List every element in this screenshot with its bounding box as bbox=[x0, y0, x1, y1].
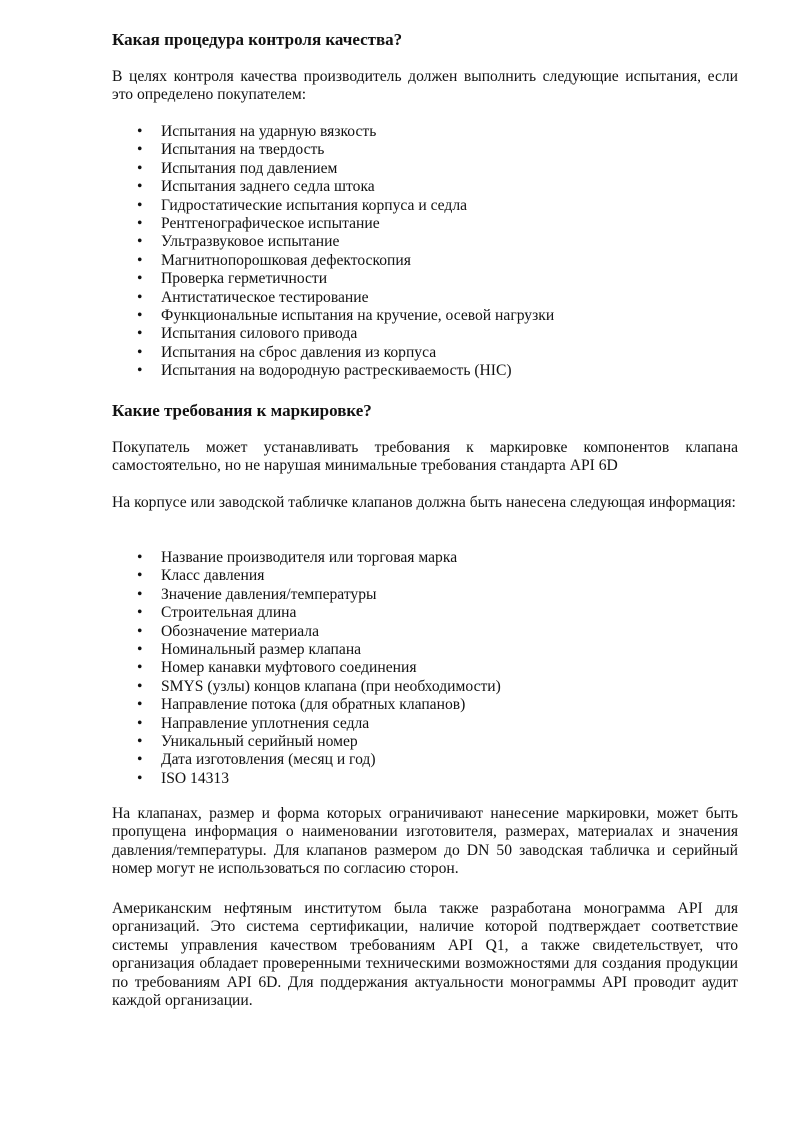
quality-intro: В целях контроля качества производитель должен выполнить следующие испытания, если это определено покупателем: bbox=[112, 68, 738, 104]
list-item: • Гидростатические испытания корпуса и седла bbox=[137, 196, 468, 214]
quality-tests-list bbox=[112, 123, 738, 381]
bullet-icon: • bbox=[137, 270, 143, 288]
bullet-icon: • bbox=[137, 159, 143, 177]
bullet-icon: • bbox=[137, 769, 143, 787]
bullet-icon: • bbox=[137, 677, 143, 695]
list-item: • Класс давления bbox=[137, 567, 265, 585]
list-item: • Испытания на ударную вязкость bbox=[137, 123, 377, 140]
bullet-icon: • bbox=[137, 178, 143, 196]
list-item: • Номер канавки муфтового соединения bbox=[137, 659, 417, 677]
bullet-icon: • bbox=[137, 567, 143, 585]
list-item: • Антистатическое тестирование bbox=[137, 288, 369, 306]
bullet-icon: • bbox=[137, 604, 143, 622]
list-item: • Испытания на водородную растрескиваемость (HIC) bbox=[137, 362, 512, 380]
bullet-icon: • bbox=[137, 196, 143, 214]
marking-info-list bbox=[112, 549, 738, 788]
marking-para-1: Покупатель может устанавливать требования к маркировке компонентов клапана самостоятельно, но не нарушая минимальные требования стандарта API 6D bbox=[112, 439, 738, 475]
bullet-icon: • bbox=[137, 123, 143, 140]
list-item: • Магнитнопорошковая дефектоскопия bbox=[137, 251, 411, 269]
bullet-icon: • bbox=[137, 733, 143, 751]
list-item: • Направление уплотнения седла bbox=[137, 714, 370, 732]
bullet-icon: • bbox=[137, 362, 143, 380]
list-item: • Значение давления/температуры bbox=[137, 585, 377, 603]
list-item: • Номинальный размер клапана bbox=[137, 641, 362, 659]
bullet-icon: • bbox=[137, 622, 143, 640]
bullet-icon: • bbox=[137, 659, 143, 677]
bullet-icon: • bbox=[137, 549, 143, 566]
bullet-icon: • bbox=[137, 233, 143, 251]
list-item: • Испытания заднего седла штока bbox=[137, 178, 375, 196]
list-item: • Название производителя или торговая марка bbox=[137, 549, 458, 566]
marking-heading: Какие требования к маркировке? bbox=[112, 401, 372, 420]
marking-para-4: Американским нефтяным институтом была также разработана монограмма API для организаций. Это система сертификации, наличие которой подтверждает соответствие системы управления качеством требованиям API Q1, а также свидетельствует, что организация обладает проверенными техническими возможностями для создания продукции по требованиям API 6D. Для поддержания актуальности монограммы API проводит аудит каждой организации. bbox=[112, 900, 738, 1010]
bullet-icon: • bbox=[137, 751, 143, 769]
list-item: • Функциональные испытания на кручение, осевой нагрузки bbox=[137, 307, 555, 325]
list-item: • Испытания на твердость bbox=[137, 141, 325, 159]
marking-para-2: На корпусе или заводской табличке клапанов должна быть нанесена следующая информация: bbox=[112, 494, 736, 511]
list-item: • Испытания под давлением bbox=[137, 159, 338, 177]
bullet-icon: • bbox=[137, 714, 143, 732]
list-item: • Испытания на сброс давления из корпуса bbox=[137, 343, 437, 361]
list-item: • Проверка герметичности bbox=[137, 270, 328, 288]
bullet-icon: • bbox=[137, 325, 143, 343]
bullet-icon: • bbox=[137, 696, 143, 714]
bullet-icon: • bbox=[137, 141, 143, 159]
bullet-icon: • bbox=[137, 215, 143, 233]
list-item: • SMYS (узлы) концов клапана (при необходимости) bbox=[137, 677, 501, 695]
list-item: • Испытания силового привода bbox=[137, 325, 358, 343]
list-item: • Рентгенографическое испытание bbox=[137, 215, 380, 233]
bullet-icon: • bbox=[137, 251, 143, 269]
list-item: • Направление потока (для обратных клапанов) bbox=[137, 696, 466, 714]
bullet-icon: • bbox=[137, 641, 143, 659]
bullet-icon: • bbox=[137, 585, 143, 603]
list-item: • Дата изготовления (месяц и год) bbox=[137, 751, 376, 769]
list-item: • Ультразвуковое испытание bbox=[137, 233, 340, 251]
list-item: • Строительная длина bbox=[137, 604, 297, 622]
list-item: • Обозначение материала bbox=[137, 622, 319, 640]
bullet-icon: • bbox=[137, 307, 143, 325]
bullet-icon: • bbox=[137, 288, 143, 306]
list-item: • Уникальный серийный номер bbox=[137, 733, 358, 751]
bullet-icon: • bbox=[137, 343, 143, 361]
quality-heading: Какая процедура контроля качества? bbox=[112, 30, 403, 49]
list-item: • ISO 14313 bbox=[137, 769, 230, 787]
marking-para-3: На клапанах, размер и форма которых ограничивают нанесение маркировки, может быть пропущена информация о наименовании изготовителя, размерах, материалах и значения давления/температуры. Для клапанов размером до DN 50 заводская табличка и серийный номер могут не использоваться по согласию сторон. bbox=[112, 805, 738, 878]
